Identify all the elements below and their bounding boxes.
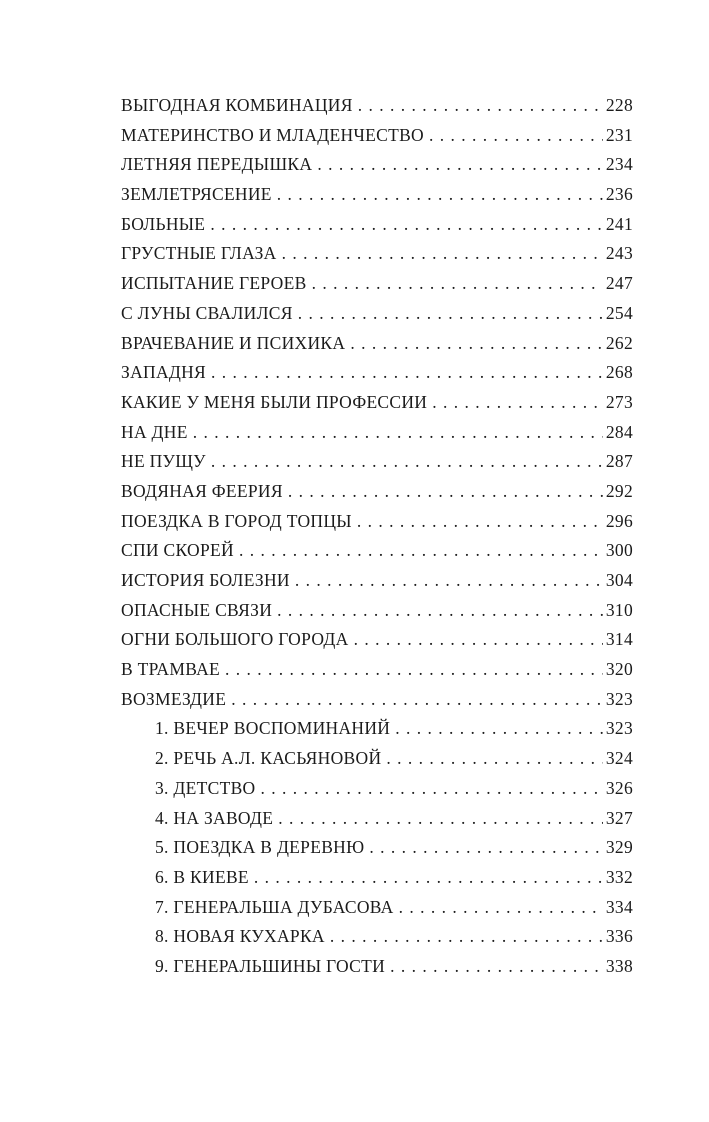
dot-leader	[429, 125, 603, 146]
dot-leader	[295, 570, 603, 591]
dot-leader	[211, 362, 603, 383]
toc-entry-page: 287	[605, 451, 633, 472]
toc-entry-page: 326	[605, 777, 633, 798]
dot-leader	[254, 867, 603, 888]
table-of-contents	[121, 95, 633, 986]
toc-entry-page: 292	[605, 480, 633, 501]
toc-entry-page: 247	[605, 273, 633, 294]
toc-entry	[121, 837, 633, 867]
toc-entry-page: 234	[605, 154, 633, 175]
toc-entry-title: ПОЕЗДКА В ГОРОД ТОПЦЫ	[121, 510, 352, 531]
toc-entry-page: 231	[605, 124, 633, 145]
dot-leader	[350, 333, 603, 354]
toc-entry-page: 310	[605, 599, 633, 620]
toc-entry-title: НЕ ПУЩУ	[121, 451, 206, 472]
toc-entry-page: 262	[605, 332, 633, 353]
toc-entry-title: ИСТОРИЯ БОЛЕЗНИ	[121, 570, 290, 590]
dot-leader	[330, 926, 603, 947]
toc-entry	[121, 481, 633, 511]
toc-entry	[121, 808, 633, 838]
dot-leader	[278, 808, 603, 829]
toc-entry	[121, 570, 633, 600]
toc-entry-title: С ЛУНЫ СВАЛИЛСЯ	[121, 302, 293, 323]
toc-entry	[121, 451, 633, 481]
dot-leader	[261, 778, 603, 799]
toc-entry-page: 323	[605, 718, 633, 739]
toc-entry-page: 243	[605, 243, 633, 264]
toc-entry-title: НА ДНЕ	[121, 421, 188, 442]
toc-entry	[121, 95, 633, 125]
dot-leader	[390, 956, 603, 977]
toc-entry-title: 4. НА ЗАВОДЕ	[155, 807, 274, 828]
toc-entry-page: 327	[605, 807, 633, 828]
dot-leader	[282, 243, 603, 264]
toc-entry	[121, 303, 633, 333]
toc-entry	[121, 748, 633, 778]
toc-entry-title: ОПАСНЫЕ СВЯЗИ	[121, 599, 273, 620]
toc-entry-page: 332	[605, 866, 633, 887]
toc-entry	[121, 392, 633, 422]
dot-leader	[432, 392, 603, 413]
toc-entry	[121, 540, 633, 570]
toc-entry-page: 324	[605, 748, 633, 769]
toc-entry	[121, 897, 633, 927]
toc-entry-title: ИСПЫТАНИЕ ГЕРОЕВ	[121, 273, 307, 294]
toc-entry-title: ЛЕТНЯЯ ПЕРЕДЫШКА	[121, 154, 313, 175]
toc-entry-page: 236	[605, 184, 633, 205]
toc-entry	[121, 214, 633, 244]
toc-entry	[121, 926, 633, 956]
toc-entry-page: 284	[605, 421, 633, 442]
toc-entry-title: 5. ПОЕЗДКА В ДЕРЕВНЮ	[155, 837, 365, 858]
dot-leader	[225, 659, 603, 680]
dot-leader	[312, 273, 603, 294]
toc-entry	[121, 362, 633, 392]
dot-leader	[399, 897, 603, 918]
toc-entry-page: 254	[605, 302, 633, 323]
dot-leader	[386, 748, 602, 769]
toc-entry	[121, 867, 633, 897]
dot-leader	[211, 451, 603, 472]
toc-entry	[121, 422, 633, 452]
toc-entry-title: 9. ГЕНЕРАЛЬШИНЫ ГОСТИ	[155, 955, 386, 976]
toc-entry-title: 1. ВЕЧЕР ВОСПОМИНАНИЙ	[155, 718, 391, 739]
toc-entry-title: КАКИЕ У МЕНЯ БЫЛИ ПРОФЕССИИ	[121, 391, 428, 412]
toc-entry-page: 241	[605, 213, 633, 234]
dot-leader	[277, 600, 603, 621]
toc-entry-title: ВРАЧЕВАНИЕ И ПСИХИКА	[121, 332, 346, 353]
toc-entry-title: ЗЕМЛЕТРЯСЕНИЕ	[121, 184, 272, 205]
toc-entry	[121, 243, 633, 273]
dot-leader	[288, 481, 603, 502]
toc-entry-title: 7. ГЕНЕРАЛЬША ДУБАСОВА	[155, 896, 394, 917]
dot-leader	[369, 837, 602, 858]
toc-entry-page: 268	[605, 362, 633, 383]
toc-entry-page: 228	[605, 95, 633, 115]
toc-entry-page: 300	[605, 540, 633, 561]
toc-entry-title: 3. ДЕТСТВО	[155, 777, 256, 798]
toc-entry	[121, 718, 633, 748]
toc-entry-title: ВОЗМЕЗДИЕ	[121, 688, 227, 709]
dot-leader	[239, 540, 603, 561]
toc-entry-title: В ТРАМВАЕ	[121, 659, 221, 680]
dot-leader	[357, 511, 603, 532]
toc-entry-page: 304	[605, 570, 633, 590]
toc-entry	[121, 184, 633, 214]
toc-entry-title: ЗАПАДНЯ	[121, 362, 207, 383]
toc-entry	[121, 154, 633, 184]
toc-entry-page: 338	[605, 955, 633, 976]
toc-entry	[121, 273, 633, 303]
toc-entry-page: 329	[605, 837, 633, 858]
toc-entry	[121, 689, 633, 719]
toc-entry	[121, 659, 633, 689]
toc-entry-page: 296	[605, 510, 633, 531]
toc-entry	[121, 629, 633, 659]
toc-entry	[121, 511, 633, 541]
toc-entry-page: 336	[605, 926, 633, 947]
toc-entry	[121, 333, 633, 363]
dot-leader	[277, 184, 603, 205]
toc-entry-page: 320	[605, 659, 633, 680]
dot-leader	[354, 629, 603, 650]
toc-entry	[121, 600, 633, 630]
toc-entry-title: 6. В КИЕВЕ	[155, 866, 249, 887]
dot-leader	[193, 422, 603, 443]
dot-leader	[298, 303, 603, 324]
toc-entry-page: 273	[605, 391, 633, 412]
toc-entry-page: 334	[605, 896, 633, 917]
dot-leader	[231, 689, 603, 710]
dot-leader	[395, 718, 603, 739]
dot-leader	[210, 214, 603, 235]
toc-entry-title: ВОДЯНАЯ ФЕЕРИЯ	[121, 480, 283, 501]
toc-entry	[121, 778, 633, 808]
toc-entry-title: БОЛЬНЫЕ	[121, 213, 206, 234]
toc-entry-title: СПИ СКОРЕЙ	[121, 540, 234, 561]
toc-entry-page: 323	[605, 688, 633, 709]
toc-entry	[121, 956, 633, 986]
toc-entry-title: ВЫГОДНАЯ КОМБИНАЦИЯ	[121, 95, 353, 115]
toc-entry-title: ОГНИ БОЛЬШОГО ГОРОДА	[121, 629, 349, 650]
toc-entry-title: МАТЕРИНСТВО И МЛАДЕНЧЕСТВО	[121, 124, 424, 145]
toc-entry-title: ГРУСТНЫЕ ГЛАЗА	[121, 243, 277, 264]
dot-leader	[358, 95, 603, 116]
dot-leader	[317, 154, 603, 175]
toc-entry	[121, 125, 633, 155]
toc-entry-title: 2. РЕЧЬ А.Л. КАСЬЯНОВОЙ	[155, 748, 382, 769]
toc-entry-title: 8. НОВАЯ КУХАРКА	[155, 926, 325, 947]
toc-entry-page: 314	[605, 629, 633, 650]
